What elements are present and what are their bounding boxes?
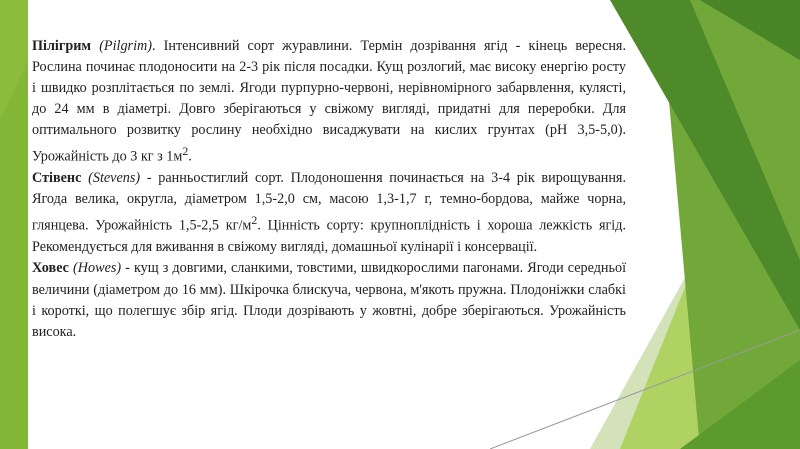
variety-paragraph-pilgrim — [32, 36, 626, 168]
variety-description: . Інтенсивний сорт журавлини. Термін дозрівання ягід - кінець вересня. Рослина починає плодоносити на 2-3 рік після посадки. Кущ розлогий, має високу енергію росту і швидко розплітається по землі. Ягоди пурпурно-червоні, нерівномірного забарвлення, кулясті, до 24 мм в діаметрі. Довго зберігаються у свіжому вигляді, придатні для переробки. Для оптимального розвитку рослину необхідно висаджувати на кислих грунтах (рН 3,5-5,0). Урожайність до 3 кг з 1м — [32, 38, 626, 166]
description-end: . Цінність сорту: крупноплідність і хороша лежкість ягід. Рекомендується для вживання в свіжому вигляді, домашньої кулінарії і консервації. — [32, 218, 626, 256]
variety-name: Ховес — [32, 260, 69, 277]
variety-name: Пілігрим — [32, 38, 92, 54]
variety-latin-name: (Pilgrim) — [99, 38, 152, 54]
variety-description: - кущ з довгими, сланкими, товстими, швидкорослими пагонами. Ягоди середньої величини (діаметром до 16 мм). Шкірочка блискуча, червона, м'якоть пружна. Плодоніжки слабкі і короткі, що полегшує збір ягід. Плоди дозрівають у жовтні, добре зберігаються. Урожайність висока. — [32, 260, 627, 340]
variety-paragraph-stevens — [32, 168, 626, 258]
variety-paragraph-howes — [32, 258, 626, 342]
slide-text-body — [32, 36, 626, 343]
variety-latin-name: (Howes) — [73, 260, 122, 277]
variety-name: Стівенс — [32, 170, 82, 187]
left-green-strip-shade — [0, 60, 28, 449]
variety-description: - ранньостиглий сорт. Плодоношення починається на 3-4 рік вирощування. Ягода велика, округла, діаметром 1,5-2,0 см, масою 1,3-1,7 г, темно-бордова, майже чорна, глянцева. Урожайність 1,5-2,5 кг/м — [32, 170, 626, 235]
variety-latin-name: (Stevens) — [88, 170, 141, 187]
description-end: . — [188, 149, 192, 166]
superscript: 2 — [182, 144, 189, 159]
superscript: 2 — [251, 213, 258, 228]
